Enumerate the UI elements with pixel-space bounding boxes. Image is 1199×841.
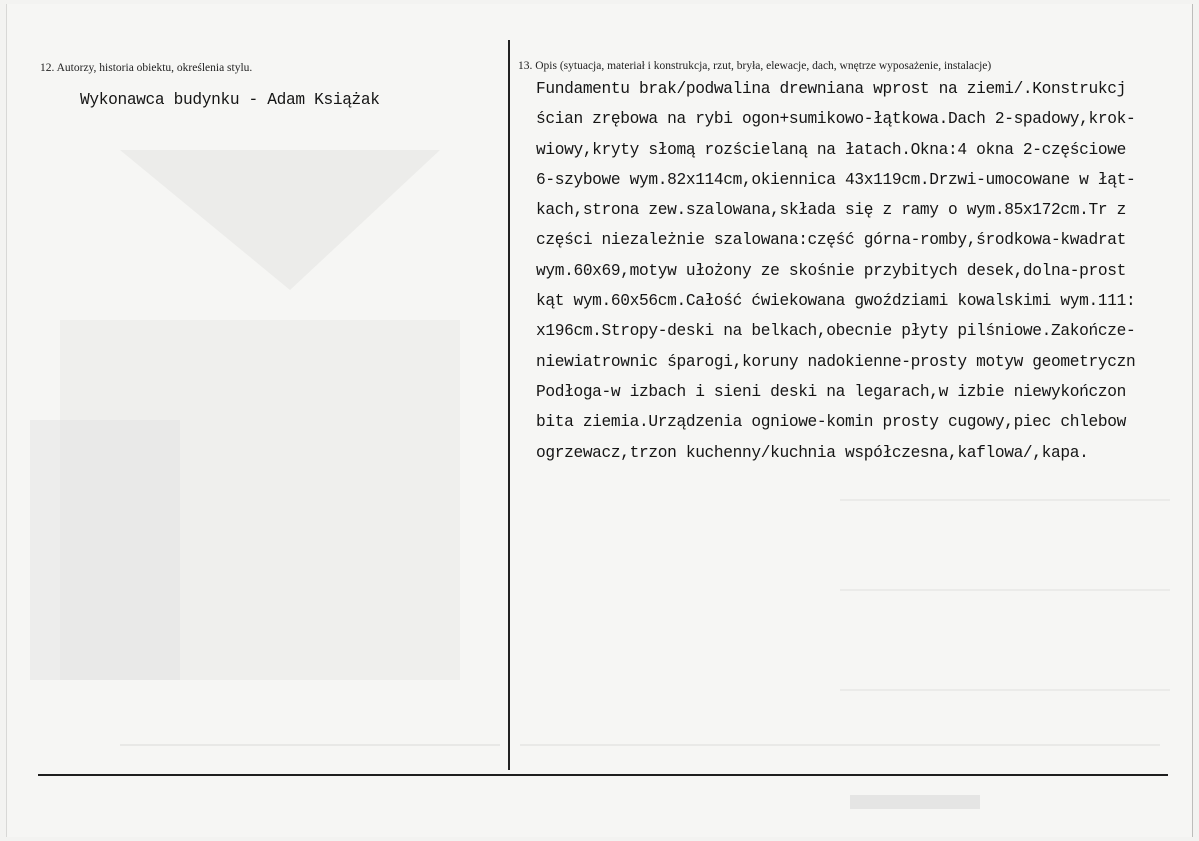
section-13-description [536, 74, 1176, 468]
description-line: części niezależnie szalowana:część górna-romby,środkowa-kwadrat [536, 231, 1126, 250]
section-13-label: 13. Opis (sytuacja, materiał i konstrukcja, rzut, bryła, elewacje, dach, wnętrze wyposażenie, instalacje) [518, 60, 992, 72]
description-line: 6-szybowe wym.82x114cm,okiennica 43x119cm.Drzwi-umocowane w łąt- [536, 170, 1136, 189]
description-line: ścian zrębowa na rybi ogon+sumikowo-łątkowa.Dach 2-spadowy,krok- [536, 110, 1136, 129]
description-line: kąt wym.60x56cm.Całość ćwiekowana gwoździami kowalskimi wym.111: [536, 292, 1136, 311]
description-line: x196cm.Stropy-deski na belkach,obecnie płyty pilśniowe.Zakończe- [536, 322, 1136, 341]
column-divider [508, 40, 510, 770]
description-line: bita ziemia.Urządzenia ogniowe-komin prosty cugowy,piec chlebow [536, 413, 1126, 432]
description-line: wym.60x69,motyw ułożony ze skośnie przybitych desek,dolna-prost [536, 261, 1126, 280]
description-line: niewiatrownic śparogi,koruny nadokienne-prosty motyw geometryczn [536, 352, 1136, 371]
description-line: wiowy,kryty słomą rozścielaną na łatach.Okna:4 okna 2-częściowe [536, 140, 1126, 159]
section-12-label: 12. Autorzy, historia obiektu, określenia stylu. [40, 62, 253, 74]
description-line: Fundamentu brak/podwalina drewniana wprost na ziemi/.Konstrukcj [536, 80, 1126, 98]
description-line: Podłoga-w izbach i sieni deski na legarach,w izbie niewykończon [536, 382, 1126, 401]
section-12-content: Wykonawca budynku - Adam Książak [80, 91, 380, 109]
description-line: kach,strona zew.szalowana,składa się z ramy o wym.85x172cm.Tr z [536, 201, 1126, 220]
description-line: ogrzewacz,trzon kuchenny/kuchnia współczesna,kaflowa/,kapa. [536, 443, 1089, 462]
bottom-rule [38, 774, 1168, 776]
